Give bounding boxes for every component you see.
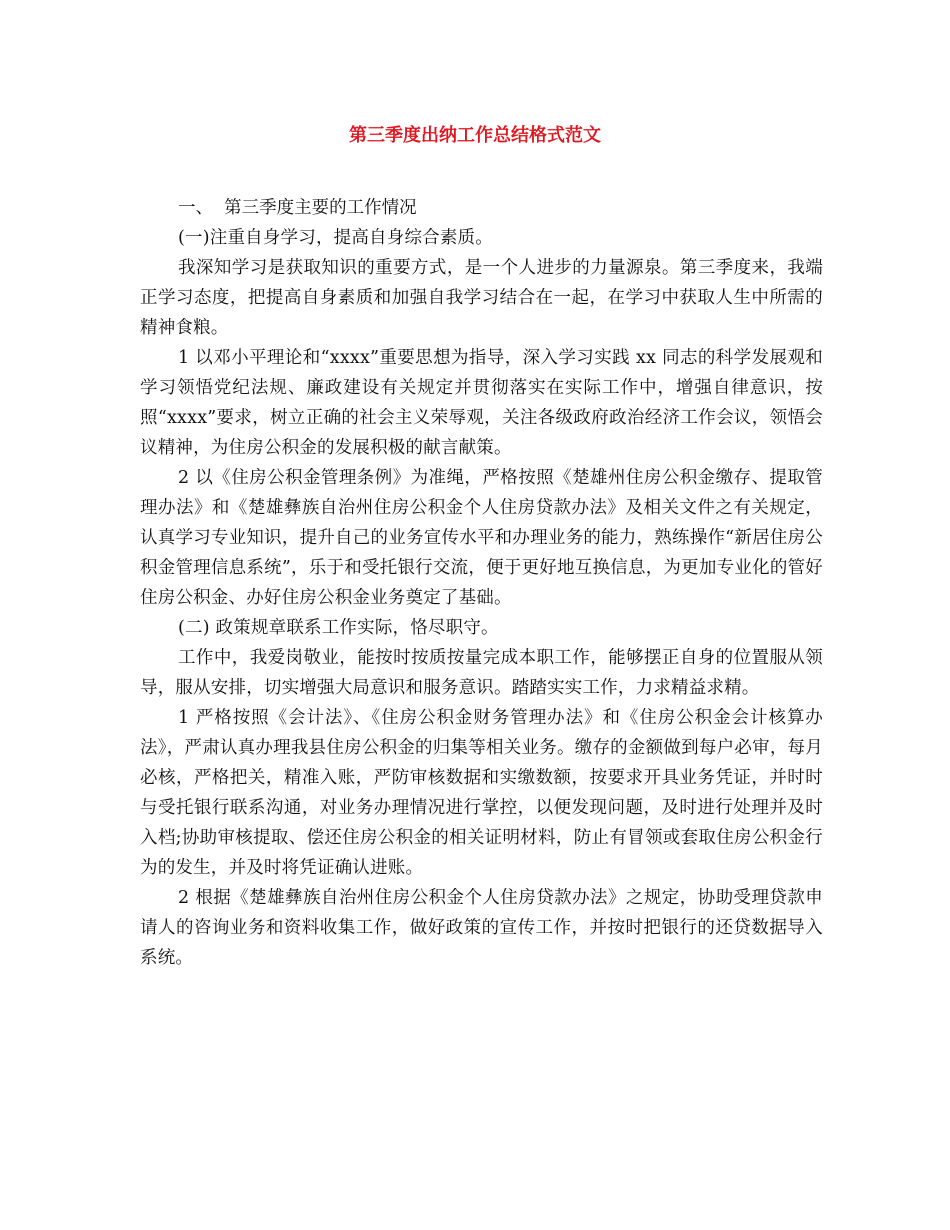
paragraph: 1 严格按照《会计法》、《住房公积金财务管理办法》和《住房公积金会计核算办法》，严肃认真办理我县住房公积金的归集等相关业务。缴存的金额做到每户必审，每月必核，严格把关，精准入账，严防审核数据和实缴数额，按要求开具业务凭证，并时时与受托银行联系沟通，对业务办理情况进行掌控，以便发现问题，及时进行处理并及时入档;协助审核提取、偿还住房公积金的相关证明材料，防止有冒领或套取住房公积金行为的发生，并及时将凭证确认进账。 bbox=[140, 708, 823, 878]
document-title: 第三季度出纳工作总结格式范文 bbox=[349, 125, 601, 146]
paragraph: 我深知学习是获取知识的重要方式，是一个人进步的力量源泉。第三季度来，我端正学习态度，把提高自身素质和加强自我学习结合在一起，在学习中获取人生中所需的精神食粮。 bbox=[140, 258, 823, 338]
subsection-heading-2: (二) 政策规章联系工作实际，恪尽职守。 bbox=[178, 618, 499, 638]
paragraph: 2 根据《楚雄彝族自治州住房公积金个人住房贷款办法》之规定，协助受理贷款申请人的咨询业务和资料收集工作，做好政策的宣传工作，并按时把银行的还贷数据导入系统。 bbox=[140, 888, 823, 968]
paragraph: 2 以《住房公积金管理条例》为准绳，严格按照《楚雄州住房公积金缴存、提取管理办法》和《楚雄彝族自治州住房公积金个人住房贷款办法》及相关文件之有关规定，认真学习专业知识，提升自己的业务宣传水平和办理业务的能力，熟练操作“新居住房公积金管理信息系统”，乐于和受托银行交流，便于更好地互换信息，为更加专业化的管好住房公积金、办好住房公积金业务奠定了基础。 bbox=[140, 468, 823, 608]
paragraph: 工作中，我爱岗敬业，能按时按质按量完成本职工作，能够摆正自身的位置服从领导，服从安排，切实增强大局意识和服务意识。踏踏实实工作，力求精益求精。 bbox=[140, 648, 823, 698]
subsection-heading-1: (一)注重自身学习，提高自身综合素质。 bbox=[178, 228, 493, 248]
section-heading-1: 一、 第三季度主要的工作情况 bbox=[178, 198, 417, 218]
paragraph: 1 以邓小平理论和“xxxx”重要思想为指导，深入学习实践 xx 同志的科学发展观和学习领悟党纪法规、廉政建设有关规定并贯彻落实在实际工作中，增强自律意识，按照“xxxx”要求，树立正确的社会主义荣辱观，关注各级政府政治经济工作会议，领悟会议精神，为住房公积金的发展积极的献言献策。 bbox=[140, 348, 823, 458]
document-body bbox=[140, 193, 823, 973]
